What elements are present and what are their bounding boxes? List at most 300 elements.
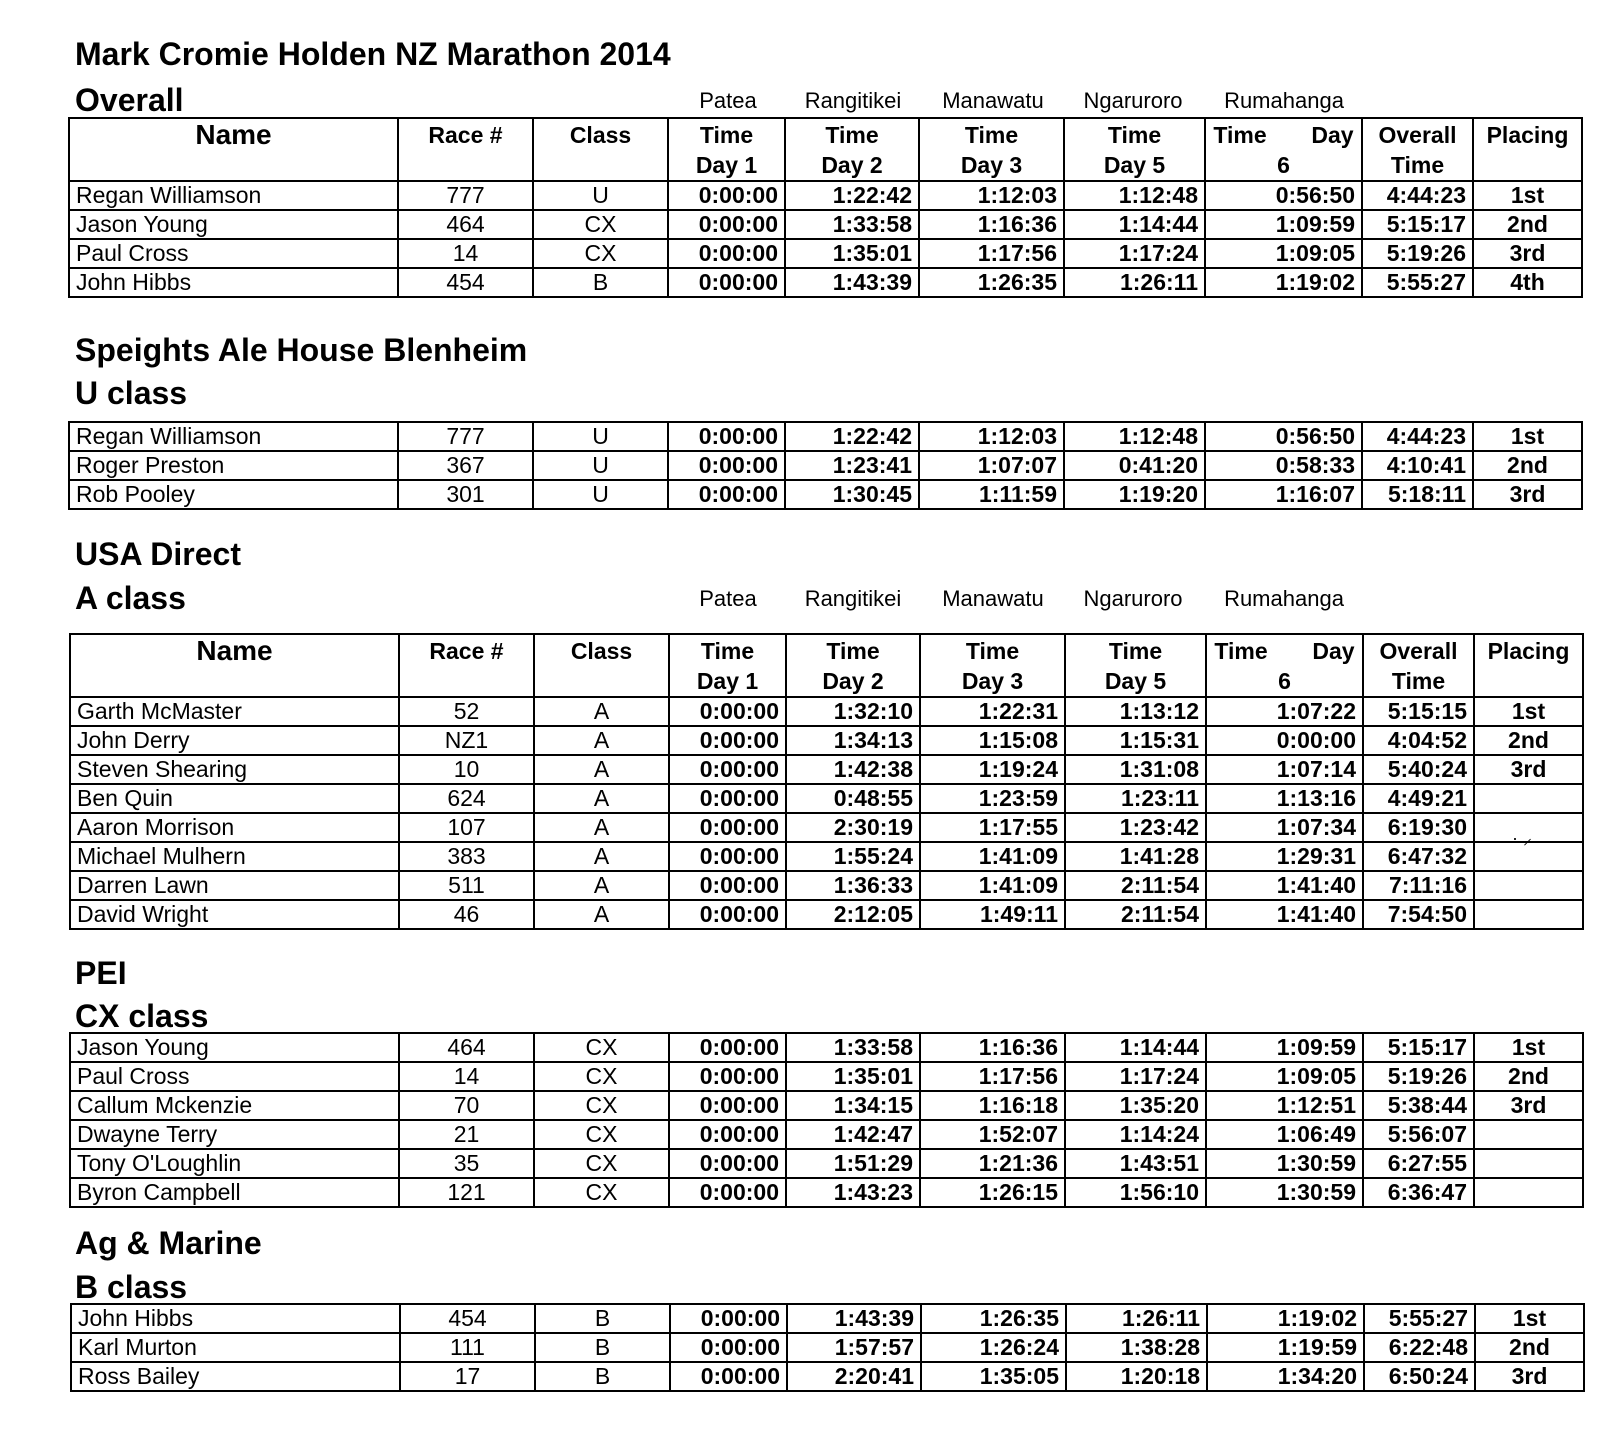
- day5-time-cell: 1:17:24: [1065, 1062, 1206, 1091]
- table-row: [70, 900, 1583, 929]
- a-class-table-body: [70, 697, 1583, 929]
- day1-time-cell: 0:00:00: [669, 1062, 786, 1091]
- day2-time-cell: 1:36:33: [786, 871, 920, 900]
- class-cell: B: [535, 1333, 670, 1362]
- race-number-cell: 624: [399, 784, 534, 813]
- day1-time-cell: 0:00:00: [669, 900, 786, 929]
- stage-label-rangitikei: Rangitikei: [804, 88, 902, 113]
- day1-time-cell: 0:00:00: [669, 842, 786, 871]
- race-number-cell: 14: [398, 239, 533, 268]
- overall-time-cell: 7:54:50: [1363, 900, 1474, 929]
- col-day1-header: Time Day 1: [669, 634, 786, 697]
- stage-label-rumahanga: Rumahanga: [1224, 88, 1344, 113]
- race-number-cell: 777: [398, 422, 533, 451]
- day3-time-cell: 1:35:05: [921, 1362, 1066, 1391]
- day2-time-cell: 1:43:39: [785, 268, 919, 297]
- overall-time-cell: 5:19:26: [1363, 1062, 1474, 1091]
- race-number-cell: 14: [399, 1062, 534, 1091]
- cx-class-heading: CX class: [75, 998, 209, 1034]
- table-row: [70, 1120, 1583, 1149]
- race-number-cell: 777: [398, 181, 533, 210]
- table-row: [70, 871, 1583, 900]
- overall-time-cell: 5:18:11: [1362, 480, 1473, 509]
- name-cell: Michael Mulhern: [70, 842, 399, 871]
- day6-time-cell: 1:19:02: [1205, 268, 1362, 297]
- day2-time-cell: 1:51:29: [786, 1149, 920, 1178]
- stage-label-rangitikei: Rangitikei: [804, 586, 902, 611]
- u-class-table: [68, 421, 1583, 510]
- name-cell: Roger Preston: [69, 451, 398, 480]
- day3-time-cell: 1:22:31: [920, 697, 1065, 726]
- class-cell: B: [533, 268, 668, 297]
- placing-cell: 2nd: [1473, 210, 1582, 239]
- day2-time-cell: 1:42:47: [786, 1120, 920, 1149]
- day1-time-cell: 0:00:00: [668, 268, 785, 297]
- day5-time-cell: 1:56:10: [1065, 1178, 1206, 1207]
- cx-class-table-body: [70, 1033, 1583, 1207]
- col-class-header: Class: [534, 634, 669, 697]
- day1-time-cell: 0:00:00: [669, 697, 786, 726]
- overall-time-cell: 5:55:27: [1364, 1304, 1475, 1333]
- race-number-cell: 454: [400, 1304, 535, 1333]
- name-cell: Regan Williamson: [69, 181, 398, 210]
- day1-time-cell: 0:00:00: [669, 871, 786, 900]
- class-cell: A: [534, 871, 669, 900]
- day5-time-cell: 1:20:18: [1066, 1362, 1207, 1391]
- col-overall-header: Overall Time: [1363, 634, 1474, 697]
- stage-label-patea: Patea: [699, 586, 757, 611]
- table-row: [71, 1362, 1584, 1391]
- day1-time-cell: 0:00:00: [670, 1304, 787, 1333]
- a-class-sponsor: USA Direct: [75, 536, 241, 572]
- day5-time-cell: 1:13:12: [1065, 697, 1206, 726]
- day6-time-cell: 0:00:00: [1206, 726, 1363, 755]
- day5-time-cell: 1:12:48: [1064, 422, 1205, 451]
- col-day5-header: Time Day 5: [1064, 118, 1205, 181]
- class-cell: CX: [534, 1062, 669, 1091]
- table-row: [69, 181, 1582, 210]
- name-cell: Ben Quin: [70, 784, 399, 813]
- day2-time-cell: 0:48:55: [786, 784, 920, 813]
- class-cell: U: [533, 480, 668, 509]
- name-cell: Callum Mckenzie: [70, 1091, 399, 1120]
- race-number-cell: 464: [398, 210, 533, 239]
- day5-time-cell: 1:23:42: [1065, 813, 1206, 842]
- class-cell: CX: [534, 1120, 669, 1149]
- overall-time-cell: 4:04:52: [1363, 726, 1474, 755]
- day2-time-cell: 1:32:10: [786, 697, 920, 726]
- col-overall-header: Overall Time: [1362, 118, 1473, 181]
- day1-time-cell: 0:00:00: [668, 451, 785, 480]
- day2-time-cell: 2:20:41: [787, 1362, 921, 1391]
- u-class-sponsor: Speights Ale House Blenheim: [75, 332, 528, 368]
- day5-time-cell: 1:14:44: [1065, 1033, 1206, 1062]
- col-placing-header: Placing: [1473, 118, 1582, 181]
- day1-time-cell: 0:00:00: [669, 1033, 786, 1062]
- overall-heading: Overall: [75, 82, 184, 118]
- stage-label-patea: Patea: [699, 88, 757, 113]
- table-row: [70, 1033, 1583, 1062]
- day2-time-cell: 2:12:05: [786, 900, 920, 929]
- placing-cell: [1474, 1120, 1583, 1149]
- day1-time-cell: 0:00:00: [669, 784, 786, 813]
- race-number-cell: 464: [399, 1033, 534, 1062]
- table-row: [70, 842, 1583, 871]
- day5-time-cell: 1:12:48: [1064, 181, 1205, 210]
- day3-time-cell: 1:26:15: [920, 1178, 1065, 1207]
- name-cell: Karl Murton: [71, 1333, 400, 1362]
- day6-time-cell: 1:19:02: [1207, 1304, 1364, 1333]
- overall-time-cell: 6:47:32: [1363, 842, 1474, 871]
- day6-time-cell: 1:09:05: [1205, 239, 1362, 268]
- day6-time-cell: 1:41:40: [1206, 871, 1363, 900]
- stage-label-rumahanga: Rumahanga: [1224, 586, 1344, 611]
- col-day6-header: Time Day 6: [1205, 118, 1362, 181]
- placing-cell: 3rd: [1474, 755, 1583, 784]
- day3-time-cell: 1:16:36: [919, 210, 1064, 239]
- placing-cell: 3rd: [1473, 239, 1582, 268]
- day5-time-cell: 1:43:51: [1065, 1149, 1206, 1178]
- class-cell: CX: [533, 239, 668, 268]
- day3-time-cell: 1:19:24: [920, 755, 1065, 784]
- day2-time-cell: 1:30:45: [785, 480, 919, 509]
- race-number-cell: 383: [399, 842, 534, 871]
- day5-time-cell: 1:26:11: [1066, 1304, 1207, 1333]
- day6-time-cell: 0:58:33: [1205, 451, 1362, 480]
- day1-time-cell: 0:00:00: [669, 1120, 786, 1149]
- u-class-table-body: [69, 422, 1582, 509]
- day3-time-cell: 1:17:55: [920, 813, 1065, 842]
- class-cell: B: [535, 1362, 670, 1391]
- race-number-cell: 70: [399, 1091, 534, 1120]
- stage-label-ngaruroro: Ngaruroro: [1083, 586, 1183, 611]
- class-cell: A: [534, 726, 669, 755]
- class-cell: CX: [534, 1178, 669, 1207]
- day5-time-cell: 1:38:28: [1066, 1333, 1207, 1362]
- placing-cell: 4th: [1473, 268, 1582, 297]
- day3-time-cell: 1:23:59: [920, 784, 1065, 813]
- placing-cell: [1474, 900, 1583, 929]
- placing-cell: [1474, 871, 1583, 900]
- day2-time-cell: 1:57:57: [787, 1333, 921, 1362]
- day5-time-cell: 1:41:28: [1065, 842, 1206, 871]
- day2-time-cell: 1:43:23: [786, 1178, 920, 1207]
- name-cell: Jason Young: [70, 1033, 399, 1062]
- name-cell: John Hibbs: [69, 268, 398, 297]
- day6-time-cell: 1:13:16: [1206, 784, 1363, 813]
- name-cell: Rob Pooley: [69, 480, 398, 509]
- overall-time-cell: 5:15:17: [1362, 210, 1473, 239]
- day5-time-cell: 1:15:31: [1065, 726, 1206, 755]
- class-cell: U: [533, 422, 668, 451]
- stage-label-manawatu: Manawatu: [942, 586, 1044, 611]
- day2-time-cell: 1:22:42: [785, 181, 919, 210]
- overall-time-cell: 4:49:21: [1363, 784, 1474, 813]
- u-class-heading: U class: [75, 375, 188, 411]
- table-row: [69, 268, 1582, 297]
- race-number-cell: 454: [398, 268, 533, 297]
- day3-time-cell: 1:17:56: [919, 239, 1064, 268]
- day3-time-cell: 1:17:56: [920, 1062, 1065, 1091]
- day6-time-cell: 1:16:07: [1205, 480, 1362, 509]
- stage-label-ngaruroro: Ngaruroro: [1083, 88, 1183, 113]
- day5-time-cell: 1:23:11: [1065, 784, 1206, 813]
- overall-time-cell: 6:27:55: [1363, 1149, 1474, 1178]
- race-number-cell: 511: [399, 871, 534, 900]
- placing-cell: 3rd: [1475, 1362, 1584, 1391]
- class-cell: CX: [534, 1091, 669, 1120]
- day1-time-cell: 0:00:00: [668, 422, 785, 451]
- b-class-table-body: [71, 1304, 1584, 1391]
- class-cell: CX: [533, 210, 668, 239]
- day2-time-cell: 1:23:41: [785, 451, 919, 480]
- day5-time-cell: 2:11:54: [1065, 871, 1206, 900]
- overall-table-header: [69, 118, 1582, 181]
- overall-time-cell: 5:19:26: [1362, 239, 1473, 268]
- day6-time-cell: 1:12:51: [1206, 1091, 1363, 1120]
- day5-time-cell: 2:11:54: [1065, 900, 1206, 929]
- race-number-cell: 35: [399, 1149, 534, 1178]
- day6-time-cell: 1:09:59: [1205, 210, 1362, 239]
- day1-time-cell: 0:00:00: [669, 1149, 786, 1178]
- overall-time-cell: 5:56:07: [1363, 1120, 1474, 1149]
- table-row: [69, 480, 1582, 509]
- day2-time-cell: 1:35:01: [786, 1062, 920, 1091]
- day1-time-cell: 0:00:00: [670, 1362, 787, 1391]
- table-row: [71, 1333, 1584, 1362]
- day6-time-cell: 1:09:05: [1206, 1062, 1363, 1091]
- day6-time-cell: 1:06:49: [1206, 1120, 1363, 1149]
- class-cell: CX: [534, 1149, 669, 1178]
- day2-time-cell: 1:33:58: [785, 210, 919, 239]
- day5-time-cell: 1:19:20: [1064, 480, 1205, 509]
- race-number-cell: 367: [398, 451, 533, 480]
- placing-cell: 1st: [1473, 422, 1582, 451]
- overall-time-cell: 5:15:17: [1363, 1033, 1474, 1062]
- day3-time-cell: 1:16:36: [920, 1033, 1065, 1062]
- col-race-header: Race #: [398, 118, 533, 181]
- col-name-header: Name: [70, 634, 399, 697]
- day5-time-cell: 1:14:44: [1064, 210, 1205, 239]
- day3-time-cell: 1:49:11: [920, 900, 1065, 929]
- class-cell: A: [534, 813, 669, 842]
- overall-time-cell: 5:38:44: [1363, 1091, 1474, 1120]
- overall-time-cell: 5:40:24: [1363, 755, 1474, 784]
- day3-time-cell: 1:52:07: [920, 1120, 1065, 1149]
- name-cell: Aaron Morrison: [70, 813, 399, 842]
- stage-labels-overall: [0, 88, 1616, 114]
- col-day5-header: Time Day 5: [1065, 634, 1206, 697]
- day2-time-cell: 1:35:01: [785, 239, 919, 268]
- table-row: [70, 784, 1583, 813]
- col-day1-header: Time Day 1: [668, 118, 785, 181]
- day5-time-cell: 0:41:20: [1064, 451, 1205, 480]
- day3-time-cell: 1:12:03: [919, 422, 1064, 451]
- day1-time-cell: 0:00:00: [670, 1333, 787, 1362]
- overall-time-cell: 5:55:27: [1362, 268, 1473, 297]
- day6-time-cell: 1:30:59: [1206, 1149, 1363, 1178]
- class-cell: CX: [534, 1033, 669, 1062]
- day1-time-cell: 0:00:00: [668, 239, 785, 268]
- day6-time-cell: 1:30:59: [1206, 1178, 1363, 1207]
- table-row: [69, 451, 1582, 480]
- name-cell: Jason Young: [69, 210, 398, 239]
- placing-cell: [1474, 1178, 1583, 1207]
- day2-time-cell: 1:22:42: [785, 422, 919, 451]
- overall-time-cell: 4:10:41: [1362, 451, 1473, 480]
- race-number-cell: 301: [398, 480, 533, 509]
- table-row: [70, 697, 1583, 726]
- day3-time-cell: 1:11:59: [919, 480, 1064, 509]
- race-number-cell: 10: [399, 755, 534, 784]
- race-number-cell: 107: [399, 813, 534, 842]
- day2-time-cell: 1:34:15: [786, 1091, 920, 1120]
- day3-time-cell: 1:15:08: [920, 726, 1065, 755]
- day3-time-cell: 1:12:03: [919, 181, 1064, 210]
- name-cell: Garth McMaster: [70, 697, 399, 726]
- name-cell: Steven Shearing: [70, 755, 399, 784]
- col-day3-header: Time Day 3: [920, 634, 1065, 697]
- b-class-heading: B class: [75, 1269, 188, 1305]
- table-row: [69, 239, 1582, 268]
- race-number-cell: 111: [400, 1333, 535, 1362]
- day2-time-cell: 2:30:19: [786, 813, 920, 842]
- name-cell: Byron Campbell: [70, 1178, 399, 1207]
- table-row: [71, 1304, 1584, 1333]
- class-cell: B: [535, 1304, 670, 1333]
- race-number-cell: 17: [400, 1362, 535, 1391]
- race-number-cell: NZ1: [399, 726, 534, 755]
- day6-time-cell: 1:07:22: [1206, 697, 1363, 726]
- placing-cell: [1474, 1149, 1583, 1178]
- overall-time-cell: 4:44:23: [1362, 181, 1473, 210]
- cx-class-table: [69, 1032, 1584, 1208]
- day1-time-cell: 0:00:00: [668, 181, 785, 210]
- day5-time-cell: 1:17:24: [1064, 239, 1205, 268]
- name-cell: Ross Bailey: [71, 1362, 400, 1391]
- class-cell: A: [534, 784, 669, 813]
- placing-cell: 1st: [1474, 1033, 1583, 1062]
- overall-time-cell: 5:15:15: [1363, 697, 1474, 726]
- day5-time-cell: 1:35:20: [1065, 1091, 1206, 1120]
- day3-time-cell: 1:07:07: [919, 451, 1064, 480]
- name-cell: John Derry: [70, 726, 399, 755]
- name-cell: Paul Cross: [69, 239, 398, 268]
- name-cell: Regan Williamson: [69, 422, 398, 451]
- col-name-header: Name: [69, 118, 398, 181]
- table-row: [69, 422, 1582, 451]
- overall-table: [68, 117, 1583, 298]
- overall-time-cell: 7:11:16: [1363, 871, 1474, 900]
- table-row: [69, 210, 1582, 239]
- day3-time-cell: 1:26:24: [921, 1333, 1066, 1362]
- a-class-heading: A class: [75, 580, 186, 616]
- pen-mark-icon: · ⸝: [1512, 828, 1532, 848]
- col-race-header: Race #: [399, 634, 534, 697]
- a-class-table-header: [70, 634, 1583, 697]
- day1-time-cell: 0:00:00: [669, 726, 786, 755]
- placing-cell: 2nd: [1473, 451, 1582, 480]
- class-cell: U: [533, 181, 668, 210]
- name-cell: John Hibbs: [71, 1304, 400, 1333]
- day6-time-cell: 1:29:31: [1206, 842, 1363, 871]
- day3-time-cell: 1:41:09: [920, 842, 1065, 871]
- col-day2-header: Time Day 2: [786, 634, 920, 697]
- overall-time-cell: 6:19:30: [1363, 813, 1474, 842]
- col-day3-header: Time Day 3: [919, 118, 1064, 181]
- a-class-table: [69, 633, 1584, 930]
- day6-time-cell: 1:19:59: [1207, 1333, 1364, 1362]
- race-number-cell: 46: [399, 900, 534, 929]
- day5-time-cell: 1:14:24: [1065, 1120, 1206, 1149]
- day5-time-cell: 1:26:11: [1064, 268, 1205, 297]
- day2-time-cell: 1:42:38: [786, 755, 920, 784]
- b-class-table: [70, 1303, 1585, 1392]
- table-row: [70, 1062, 1583, 1091]
- stage-label-manawatu: Manawatu: [942, 88, 1044, 113]
- placing-cell: 1st: [1474, 697, 1583, 726]
- table-row: [70, 726, 1583, 755]
- day6-time-cell: 1:07:34: [1206, 813, 1363, 842]
- stage-labels-a-class: [0, 586, 1616, 612]
- overall-time-cell: 6:22:48: [1364, 1333, 1475, 1362]
- class-cell: A: [534, 900, 669, 929]
- col-class-header: Class: [533, 118, 668, 181]
- day6-time-cell: 1:09:59: [1206, 1033, 1363, 1062]
- placing-cell: 2nd: [1474, 726, 1583, 755]
- race-number-cell: 121: [399, 1178, 534, 1207]
- day6-time-cell: 1:41:40: [1206, 900, 1363, 929]
- overall-time-cell: 6:50:24: [1364, 1362, 1475, 1391]
- day5-time-cell: 1:31:08: [1065, 755, 1206, 784]
- day6-time-cell: 1:07:14: [1206, 755, 1363, 784]
- name-cell: Darren Lawn: [70, 871, 399, 900]
- placing-cell: 2nd: [1474, 1062, 1583, 1091]
- table-row: [70, 813, 1583, 842]
- name-cell: Tony O'Loughlin: [70, 1149, 399, 1178]
- race-number-cell: 21: [399, 1120, 534, 1149]
- class-cell: A: [534, 697, 669, 726]
- day2-time-cell: 1:55:24: [786, 842, 920, 871]
- day3-time-cell: 1:16:18: [920, 1091, 1065, 1120]
- placing-cell: 3rd: [1474, 1091, 1583, 1120]
- day3-time-cell: 1:21:36: [920, 1149, 1065, 1178]
- day2-time-cell: 1:43:39: [787, 1304, 921, 1333]
- day3-time-cell: 1:26:35: [921, 1304, 1066, 1333]
- day3-time-cell: 1:41:09: [920, 871, 1065, 900]
- day6-time-cell: 0:56:50: [1205, 422, 1362, 451]
- col-placing-header: Placing: [1474, 634, 1583, 697]
- table-row: [70, 1178, 1583, 1207]
- day2-time-cell: 1:34:13: [786, 726, 920, 755]
- day1-time-cell: 0:00:00: [668, 210, 785, 239]
- placing-cell: 2nd: [1475, 1333, 1584, 1362]
- day3-time-cell: 1:26:35: [919, 268, 1064, 297]
- class-cell: A: [534, 755, 669, 784]
- b-class-sponsor: Ag & Marine: [75, 1225, 262, 1261]
- day1-time-cell: 0:00:00: [668, 480, 785, 509]
- class-cell: U: [533, 451, 668, 480]
- race-number-cell: 52: [399, 697, 534, 726]
- placing-cell: [1474, 784, 1583, 813]
- table-row: [70, 1149, 1583, 1178]
- overall-time-cell: 6:36:47: [1363, 1178, 1474, 1207]
- name-cell: Dwayne Terry: [70, 1120, 399, 1149]
- day1-time-cell: 0:00:00: [669, 813, 786, 842]
- table-row: [70, 755, 1583, 784]
- day6-time-cell: 0:56:50: [1205, 181, 1362, 210]
- document-title: Mark Cromie Holden NZ Marathon 2014: [75, 36, 671, 72]
